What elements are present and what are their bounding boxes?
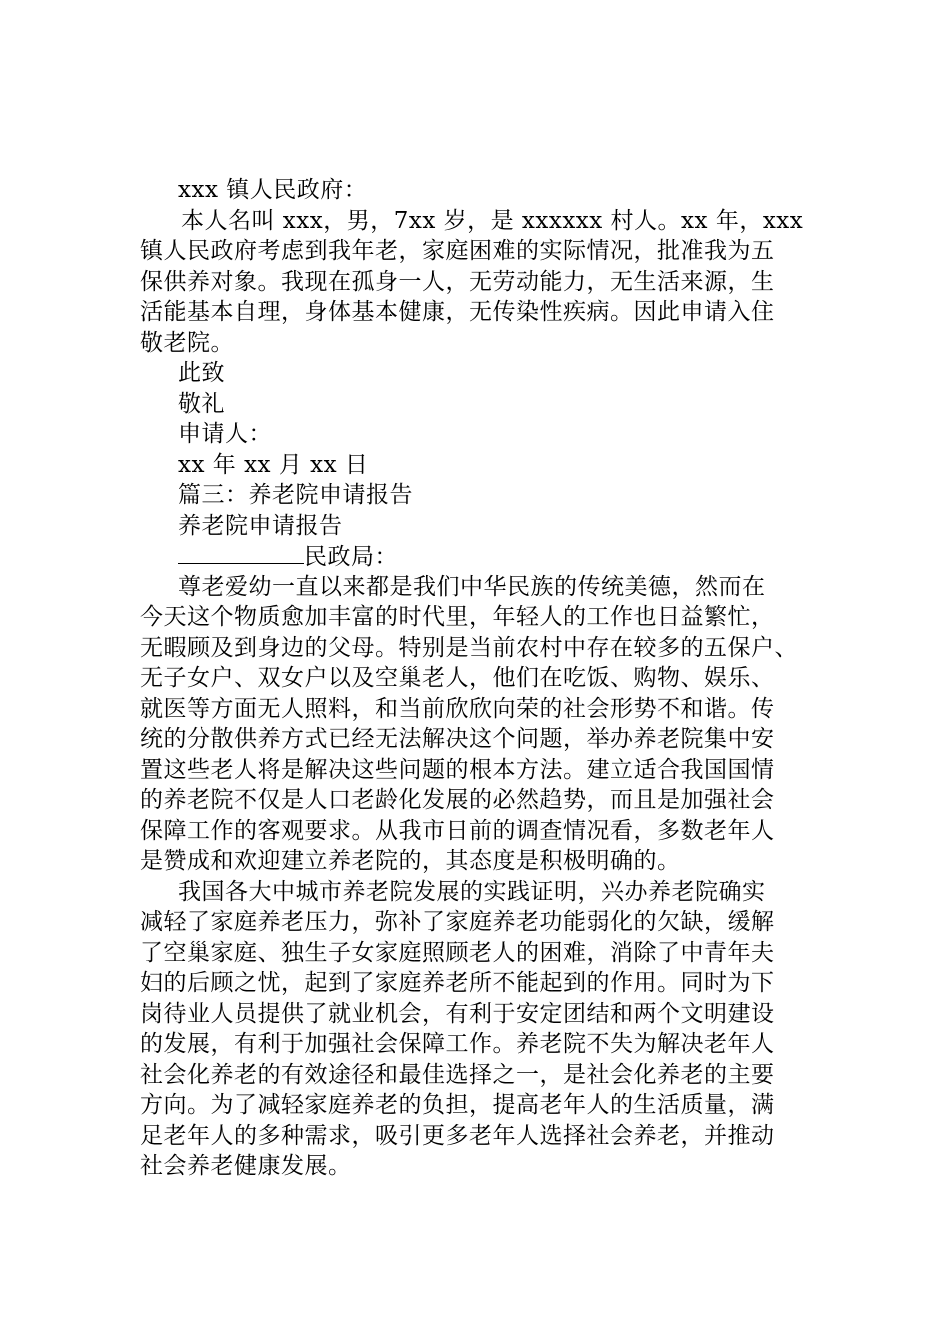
paragraph-2-line: 岗待业人员提供了就业机会，有利于安定团结和两个文明建设 (140, 1000, 775, 1027)
paragraph-1-line: 无暇顾及到身边的父母。特别是当前农村中存在较多的五保户、 (140, 634, 798, 661)
paragraph-1-line: 无子女户、双女户以及空巢老人，他们在吃饭、购物、娱乐、 (140, 665, 775, 691)
letter-date: xx 年 xx 月 xx 日 (178, 451, 369, 478)
letter-body-line: 活能基本自理，身体基本健康，无传染性疾病。因此申请入住 (140, 299, 775, 325)
paragraph-1-line: 是赞成和欢迎建立养老院的，其态度是积极明确的。 (140, 848, 681, 874)
paragraph-1-line: 就医等方面无人照料，和当前欣欣向荣的社会形势不和谐。传 (140, 695, 775, 722)
paragraph-1-line: 今天这个物质愈加丰富的时代里，年轻人的工作也日益繁忙， (140, 604, 775, 630)
paragraph-2-line: 了空巢家庭、独生子女家庭照顾老人的困难，消除了中青年夫 (140, 939, 775, 966)
paragraph-2-line: 减轻了家庭养老压力，弥补了家庭养老功能弱化的欠缺，缓解 (140, 909, 775, 935)
recipient-suffix: 民政局： (304, 544, 398, 570)
paragraph-2-line: 方向。为了减轻家庭养老的负担，提高老年人的生活质量，满 (140, 1092, 775, 1118)
paragraph-1-line: 保障工作的客观要求。从我市日前的调查情况看，多数老年人 (140, 817, 775, 844)
letter-body-line: 镇人民政府考虑到我年老，家庭困难的实际情况，批准我为五 (140, 238, 775, 264)
report-title: 养老院申请报告 (178, 512, 343, 539)
paragraph-1-line: 的养老院不仅是人口老龄化发展的必然趋势，而且是加强社会 (140, 787, 775, 813)
section-heading: 篇三：养老院申请报告 (178, 482, 413, 508)
paragraph-2-line: 妇的后顾之忧，起到了家庭养老所不能起到的作用。同时为下 (140, 970, 775, 996)
paragraph-1-line: 尊老爱幼一直以来都是我们中华民族的传统美德，然而在 (178, 573, 766, 600)
paragraph-2-line: 我国各大中城市养老院发展的实践证明，兴办养老院确实 (178, 878, 766, 905)
letter-body-line: 本人名叫 xxx，男，7xx 岁，是 xxxxxx 村人。xx 年，xxx (181, 207, 804, 234)
report-recipient (140, 541, 840, 572)
document-body (140, 175, 840, 1182)
paragraph-2-line: 的发展，有利于加强社会保障工作。养老院不失为解决老年人 (140, 1031, 775, 1057)
letter-body-line: 保供养对象。我现在孤身一人，无劳动能力，无生活来源，生 (140, 268, 775, 295)
paragraph-2-line: 社会养老健康发展。 (140, 1153, 352, 1179)
letter-closing-1: 此致 (178, 360, 225, 386)
letter-salutation: xxx 镇人民政府： (178, 177, 368, 203)
paragraph-2-line: 足老年人的多种需求，吸引更多老年人选择社会养老，并推动 (140, 1122, 775, 1149)
paragraph-2-line: 社会化养老的有效途径和最佳选择之一，是社会化养老的主要 (140, 1061, 775, 1088)
paragraph-1-line: 统的分散供养方式已经无法解决这个问题，举办养老院集中安 (140, 726, 775, 752)
recipient-blank-line (178, 541, 304, 564)
letter-applicant: 申请人： (178, 421, 272, 447)
paragraph-1-line: 置这些老人将是解决这些问题的根本方法。建立适合我国国情 (140, 756, 775, 783)
letter-body-line: 敬老院。 (140, 329, 234, 356)
letter-closing-2: 敬礼 (178, 390, 225, 417)
